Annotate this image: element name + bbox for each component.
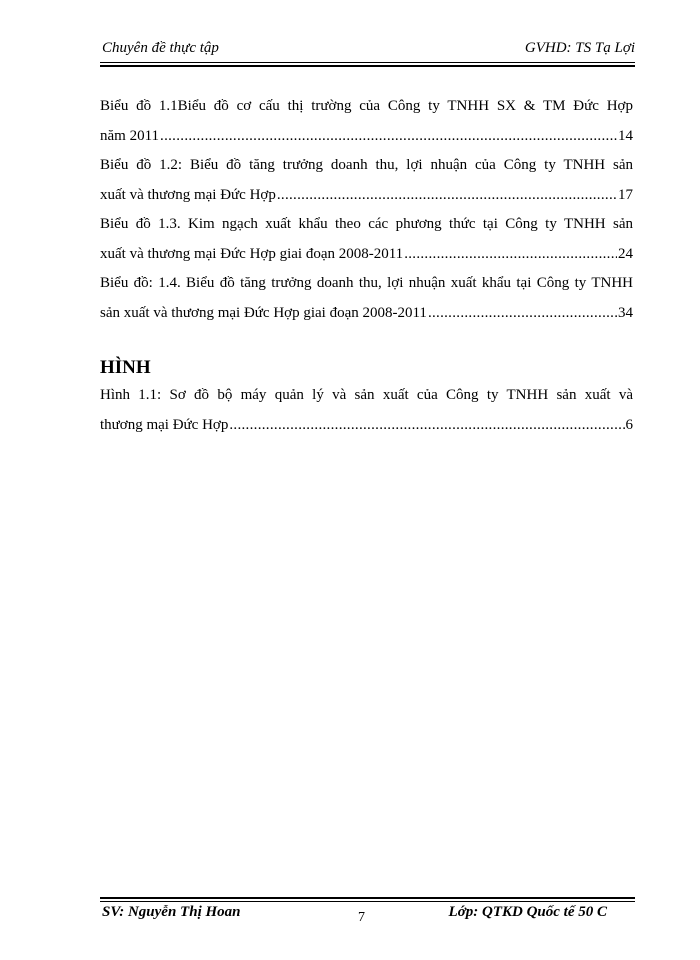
toc-entry-chart-1-4[interactable]: [100, 269, 633, 328]
toc-entry-chart-1-3[interactable]: [100, 210, 633, 269]
toc-entry-title-cont: năm 2011: [100, 127, 160, 144]
toc-entry-title-cont: sản xuất và thương mại Đức Hợp giai đoạn 2008-2011: [100, 304, 427, 321]
leader-dots: [404, 240, 617, 270]
leader-dots: [277, 181, 617, 211]
toc-entry-title-cont: xuất và thương mại Đức Hợp giai đoạn 2008-2011: [100, 245, 404, 262]
toc-entry-page: 6: [625, 416, 633, 433]
toc-entry-page: 24: [618, 245, 633, 262]
toc-entry-title: Biểu đồ 1.3. Kim ngạch xuất khẩu theo các phương thức tại Công ty TNHH sản: [100, 216, 633, 232]
leader-dots: [428, 299, 617, 329]
toc-entry-title: Biểu đồ: 1.4. Biểu đồ tăng trưởng doanh thu, lợi nhuận xuất khẩu tại Công ty TNHH: [100, 275, 633, 291]
toc-entry-page: 14: [618, 127, 633, 144]
leader-dots: [160, 122, 617, 152]
footer-student: SV: Nguyễn Thị Hoan: [102, 904, 241, 920]
page-number: 7: [358, 910, 365, 925]
figures-heading: HÌNH: [100, 357, 151, 378]
toc-entry-title: Biểu đồ 1.2: Biểu đồ tăng trưởng doanh thu, lợi nhuận của Công ty TNHH sản: [100, 157, 633, 173]
toc-entry-page: 34: [618, 304, 633, 321]
footer-class: Lớp: QTKD Quốc tế 50 C: [448, 904, 607, 920]
toc-entry-chart-1-2[interactable]: [100, 151, 633, 210]
footer-rule-bottom: [100, 901, 635, 902]
header-rule-bottom: [100, 65, 635, 67]
header-advisor: GVHD: TS Tạ Lợi: [524, 40, 635, 56]
page-footer: [100, 904, 635, 924]
leader-dots: [229, 411, 624, 441]
toc-entry-title: Hình 1.1: Sơ đồ bộ máy quản lý và sản xuất của Công ty TNHH sản xuất và: [100, 387, 633, 403]
toc-entry-chart-1-1[interactable]: [100, 92, 633, 151]
toc-entry-title-cont: thương mại Đức Hợp: [100, 416, 229, 433]
header-rule-top: [100, 62, 635, 63]
header-title: Chuyên đề thực tập: [102, 40, 219, 56]
toc-entry-page: 17: [618, 186, 633, 203]
table-of-contents: [100, 92, 633, 440]
toc-entry-figure-1-1[interactable]: [100, 381, 633, 440]
footer-rule-top: [100, 897, 635, 899]
toc-entry-title-cont: xuất và thương mại Đức Hợp: [100, 186, 276, 203]
toc-entry-title: Biểu đồ 1.1Biểu đồ cơ cấu thị trường của Công ty TNHH SX & TM Đức Hợp: [100, 98, 633, 114]
page-header: [100, 40, 635, 62]
